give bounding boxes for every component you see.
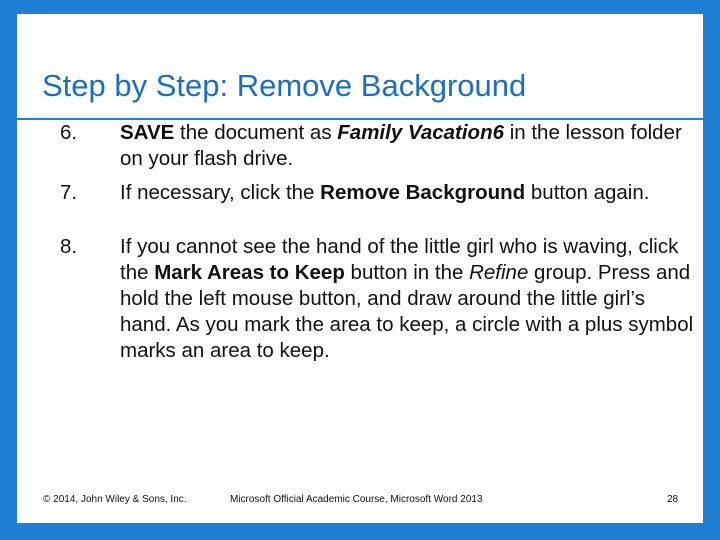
footer-copyright: © 2014, John Wiley & Sons, Inc. [43, 494, 187, 505]
step-text-part: Family Vacation6 [337, 121, 505, 144]
step-text-part: If necessary, click the [120, 181, 321, 204]
step-text-part: button in the [344, 261, 470, 284]
step-text-part: If you cannot see the hand of the little girl who is waving, click the [120, 235, 679, 284]
footer-page-number: 28 [667, 494, 679, 505]
step-text-part: Mark Areas to Keep [154, 261, 345, 284]
step-number: 7. [60, 181, 78, 204]
step-text [120, 120, 700, 172]
step-text-part: in the lesson folder on your flash drive. [120, 121, 682, 170]
step-text-part: SAVE [120, 121, 175, 144]
step-text-part: Refine [469, 261, 529, 284]
step-number: 8. [60, 235, 78, 258]
step-text [120, 180, 700, 206]
step-text-part: Remove Background [320, 181, 526, 204]
slide-title: Step by Step: Remove Background [42, 68, 527, 103]
step-text-part: button again. [525, 181, 650, 204]
step-text-part: the document as [174, 121, 338, 144]
footer-course: Microsoft Official Academic Course, Microsoft Word 2013 [230, 494, 483, 505]
step-text [120, 234, 700, 364]
slide [17, 14, 703, 523]
step-number: 6. [60, 121, 78, 144]
step-text-part: group. Press and hold the left mouse button, and draw around the little girl’s hand. As you mark the area to keep, a circle with a plus symbol marks an area to keep. [120, 261, 694, 362]
